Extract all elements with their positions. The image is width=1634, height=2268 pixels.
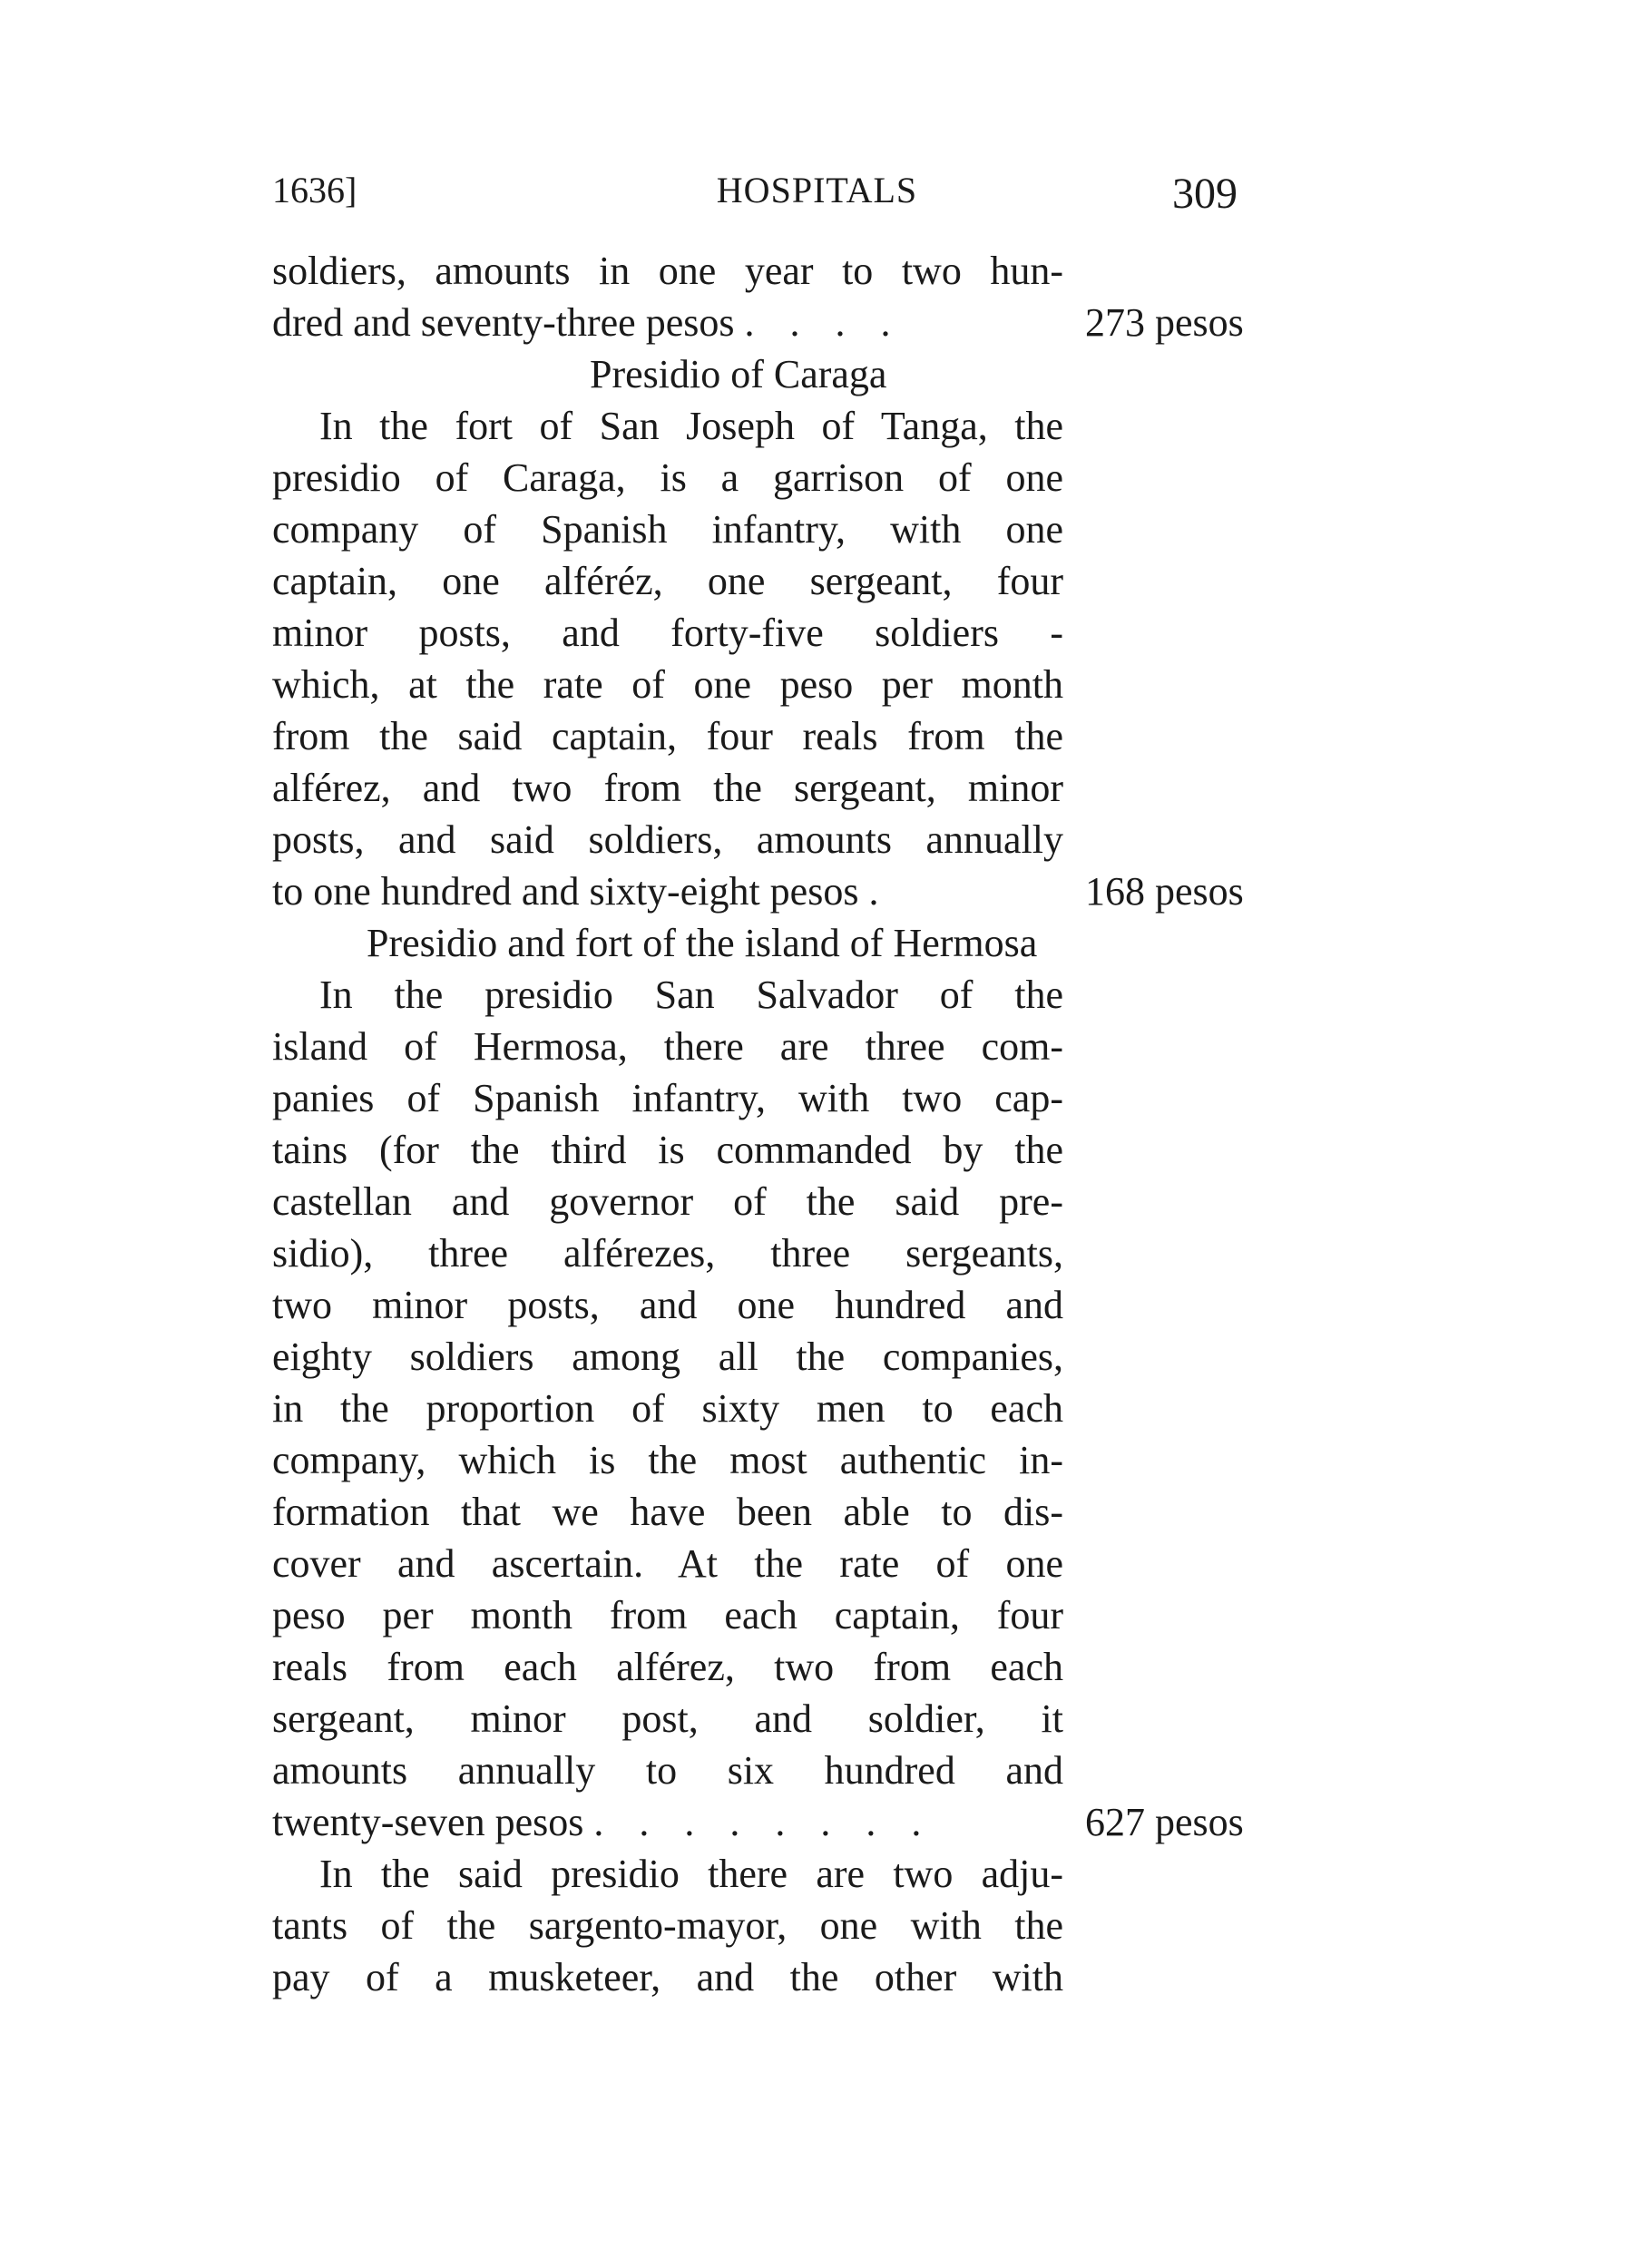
amount-pesos: 273 pesos: [1085, 300, 1244, 345]
text-line-content: [272, 1331, 1063, 1383]
text-line: [272, 297, 1270, 348]
running-header: [0, 169, 1634, 223]
text-line: [272, 1227, 1270, 1279]
line-text: reals from each alférez, two from each: [272, 1645, 1063, 1689]
text-line-content: [272, 969, 1063, 1021]
amount-pesos: 168 pesos: [1085, 869, 1244, 914]
text-line: [272, 969, 1270, 1021]
line-text: twenty-seven pesos: [272, 1800, 584, 1844]
line-text: castellan and governor of the said pre-: [272, 1179, 1063, 1224]
line-text: tains (for the third is commanded by the: [272, 1128, 1063, 1172]
text-line-content: [272, 710, 1063, 762]
line-text: pay of a musketeer, and the other with: [272, 1955, 1063, 1999]
line-text: company, which is the most authentic in-: [272, 1438, 1063, 1482]
line-text: to one hundred and sixty-eight pesos: [272, 869, 859, 914]
text-line-content: [272, 1796, 1063, 1848]
text-line: [272, 865, 1270, 917]
text-line-content: [272, 1021, 1063, 1072]
line-text: cover and ascertain. At the rate of one: [272, 1541, 1063, 1586]
leader-dots: . . . . . . . .: [593, 1800, 934, 1844]
text-line: [272, 1848, 1270, 1900]
text-line-content: [272, 1641, 1063, 1693]
section-heading: [272, 348, 1270, 400]
line-text: dred and seventy-three pesos: [272, 300, 735, 345]
line-text: alférez, and two from the sergeant, minor: [272, 766, 1063, 810]
header-title: HOSPITALS: [716, 170, 918, 210]
leader-dots: .: [868, 869, 892, 914]
section-heading-text: Presidio and fort of the island of Hermosa: [367, 921, 1038, 965]
text-line-content: [272, 607, 1063, 659]
page-number: 309: [1172, 170, 1238, 218]
text-line: [272, 659, 1270, 710]
text-line: [272, 1745, 1270, 1796]
text-line-content: [272, 245, 1063, 297]
text-line: [272, 1538, 1270, 1589]
text-line: [272, 762, 1270, 814]
text-line: [272, 1176, 1270, 1227]
text-line-content: [272, 659, 1063, 710]
text-line-content: [272, 1900, 1063, 1951]
text-line-content: [272, 503, 1063, 555]
text-line-content: [272, 400, 1063, 452]
text-line-content: [272, 762, 1063, 814]
line-text: company of Spanish infantry, with one: [272, 507, 1063, 552]
text-line-content: [272, 555, 1063, 607]
line-text: eighty soldiers among all the companies,: [272, 1334, 1063, 1379]
line-text: from the said captain, four reals from the: [272, 714, 1063, 758]
text-line: [272, 607, 1270, 659]
line-text: island of Hermosa, there are three com-: [272, 1024, 1063, 1069]
text-line-content: [272, 1383, 1063, 1434]
text-line-content: [272, 865, 1063, 917]
text-line-content: [272, 1848, 1063, 1900]
text-line: [272, 1434, 1270, 1486]
text-line: [272, 814, 1270, 865]
text-line-content: [272, 1951, 1063, 2003]
text-line-content: [272, 1227, 1063, 1279]
text-line-content: [272, 1538, 1063, 1589]
page-body: [272, 245, 1270, 2003]
text-line-content: [272, 452, 1063, 503]
text-line: [272, 1124, 1270, 1176]
text-line-content: [272, 1486, 1063, 1538]
line-text: sergeant, minor post, and soldier, it: [272, 1696, 1063, 1741]
line-text: panies of Spanish infantry, with two cap-: [272, 1076, 1063, 1120]
text-line: [272, 1900, 1270, 1951]
text-line-content: [272, 814, 1063, 865]
text-line-content: [272, 1072, 1063, 1124]
line-text: soldiers, amounts in one year to two hun-: [272, 249, 1063, 293]
line-text: presidio of Caraga, is a garrison of one: [272, 455, 1063, 500]
text-line: [272, 1279, 1270, 1331]
line-text: minor posts, and forty-five soldiers -: [272, 611, 1063, 655]
text-line: [272, 1693, 1270, 1745]
text-line: [272, 555, 1270, 607]
text-line: [272, 1796, 1270, 1848]
line-text: in the proportion of sixty men to each: [272, 1386, 1063, 1431]
line-text: captain, one alféréz, one sergeant, four: [272, 559, 1063, 603]
text-line: [272, 1331, 1270, 1383]
line-text: In the presidio San Salvador of the: [319, 973, 1063, 1017]
text-line-content: [272, 1176, 1063, 1227]
text-line: [272, 245, 1270, 297]
text-line-content: [272, 297, 1063, 348]
text-line: [272, 1641, 1270, 1693]
line-text: two minor posts, and one hundred and: [272, 1283, 1063, 1327]
text-line-content: [272, 1279, 1063, 1331]
leader-dots: . . . .: [744, 300, 904, 345]
text-line: [272, 452, 1270, 503]
amount-pesos: 627 pesos: [1085, 1800, 1244, 1844]
text-line-content: [272, 1693, 1063, 1745]
line-text: In the said presidio there are two adju-: [319, 1852, 1063, 1896]
line-text: In the fort of San Joseph of Tanga, the: [319, 404, 1063, 448]
line-text: peso per month from each captain, four: [272, 1593, 1063, 1637]
line-text: which, at the rate of one peso per month: [272, 662, 1063, 707]
text-line: [272, 1486, 1270, 1538]
text-line: [272, 710, 1270, 762]
line-text: posts, and said soldiers, amounts annually: [272, 817, 1063, 862]
text-line-content: [272, 1124, 1063, 1176]
text-line-content: [272, 1434, 1063, 1486]
text-line: [272, 1589, 1270, 1641]
line-text: amounts annually to six hundred and: [272, 1748, 1063, 1793]
text-line-content: [272, 1589, 1063, 1641]
line-text: tants of the sargento-mayor, one with the: [272, 1903, 1063, 1948]
section-heading-text: Presidio of Caraga: [590, 352, 887, 396]
header-year: 1636]: [272, 170, 357, 210]
text-line: [272, 1951, 1270, 2003]
line-text: formation that we have been able to dis-: [272, 1490, 1063, 1534]
line-text: sidio), three alférezes, three sergeants,: [272, 1231, 1063, 1276]
text-line: [272, 1383, 1270, 1434]
text-line: [272, 1072, 1270, 1124]
section-heading: [272, 917, 1270, 969]
text-line: [272, 400, 1270, 452]
text-line-content: [272, 1745, 1063, 1796]
text-line: [272, 1021, 1270, 1072]
text-line: [272, 503, 1270, 555]
